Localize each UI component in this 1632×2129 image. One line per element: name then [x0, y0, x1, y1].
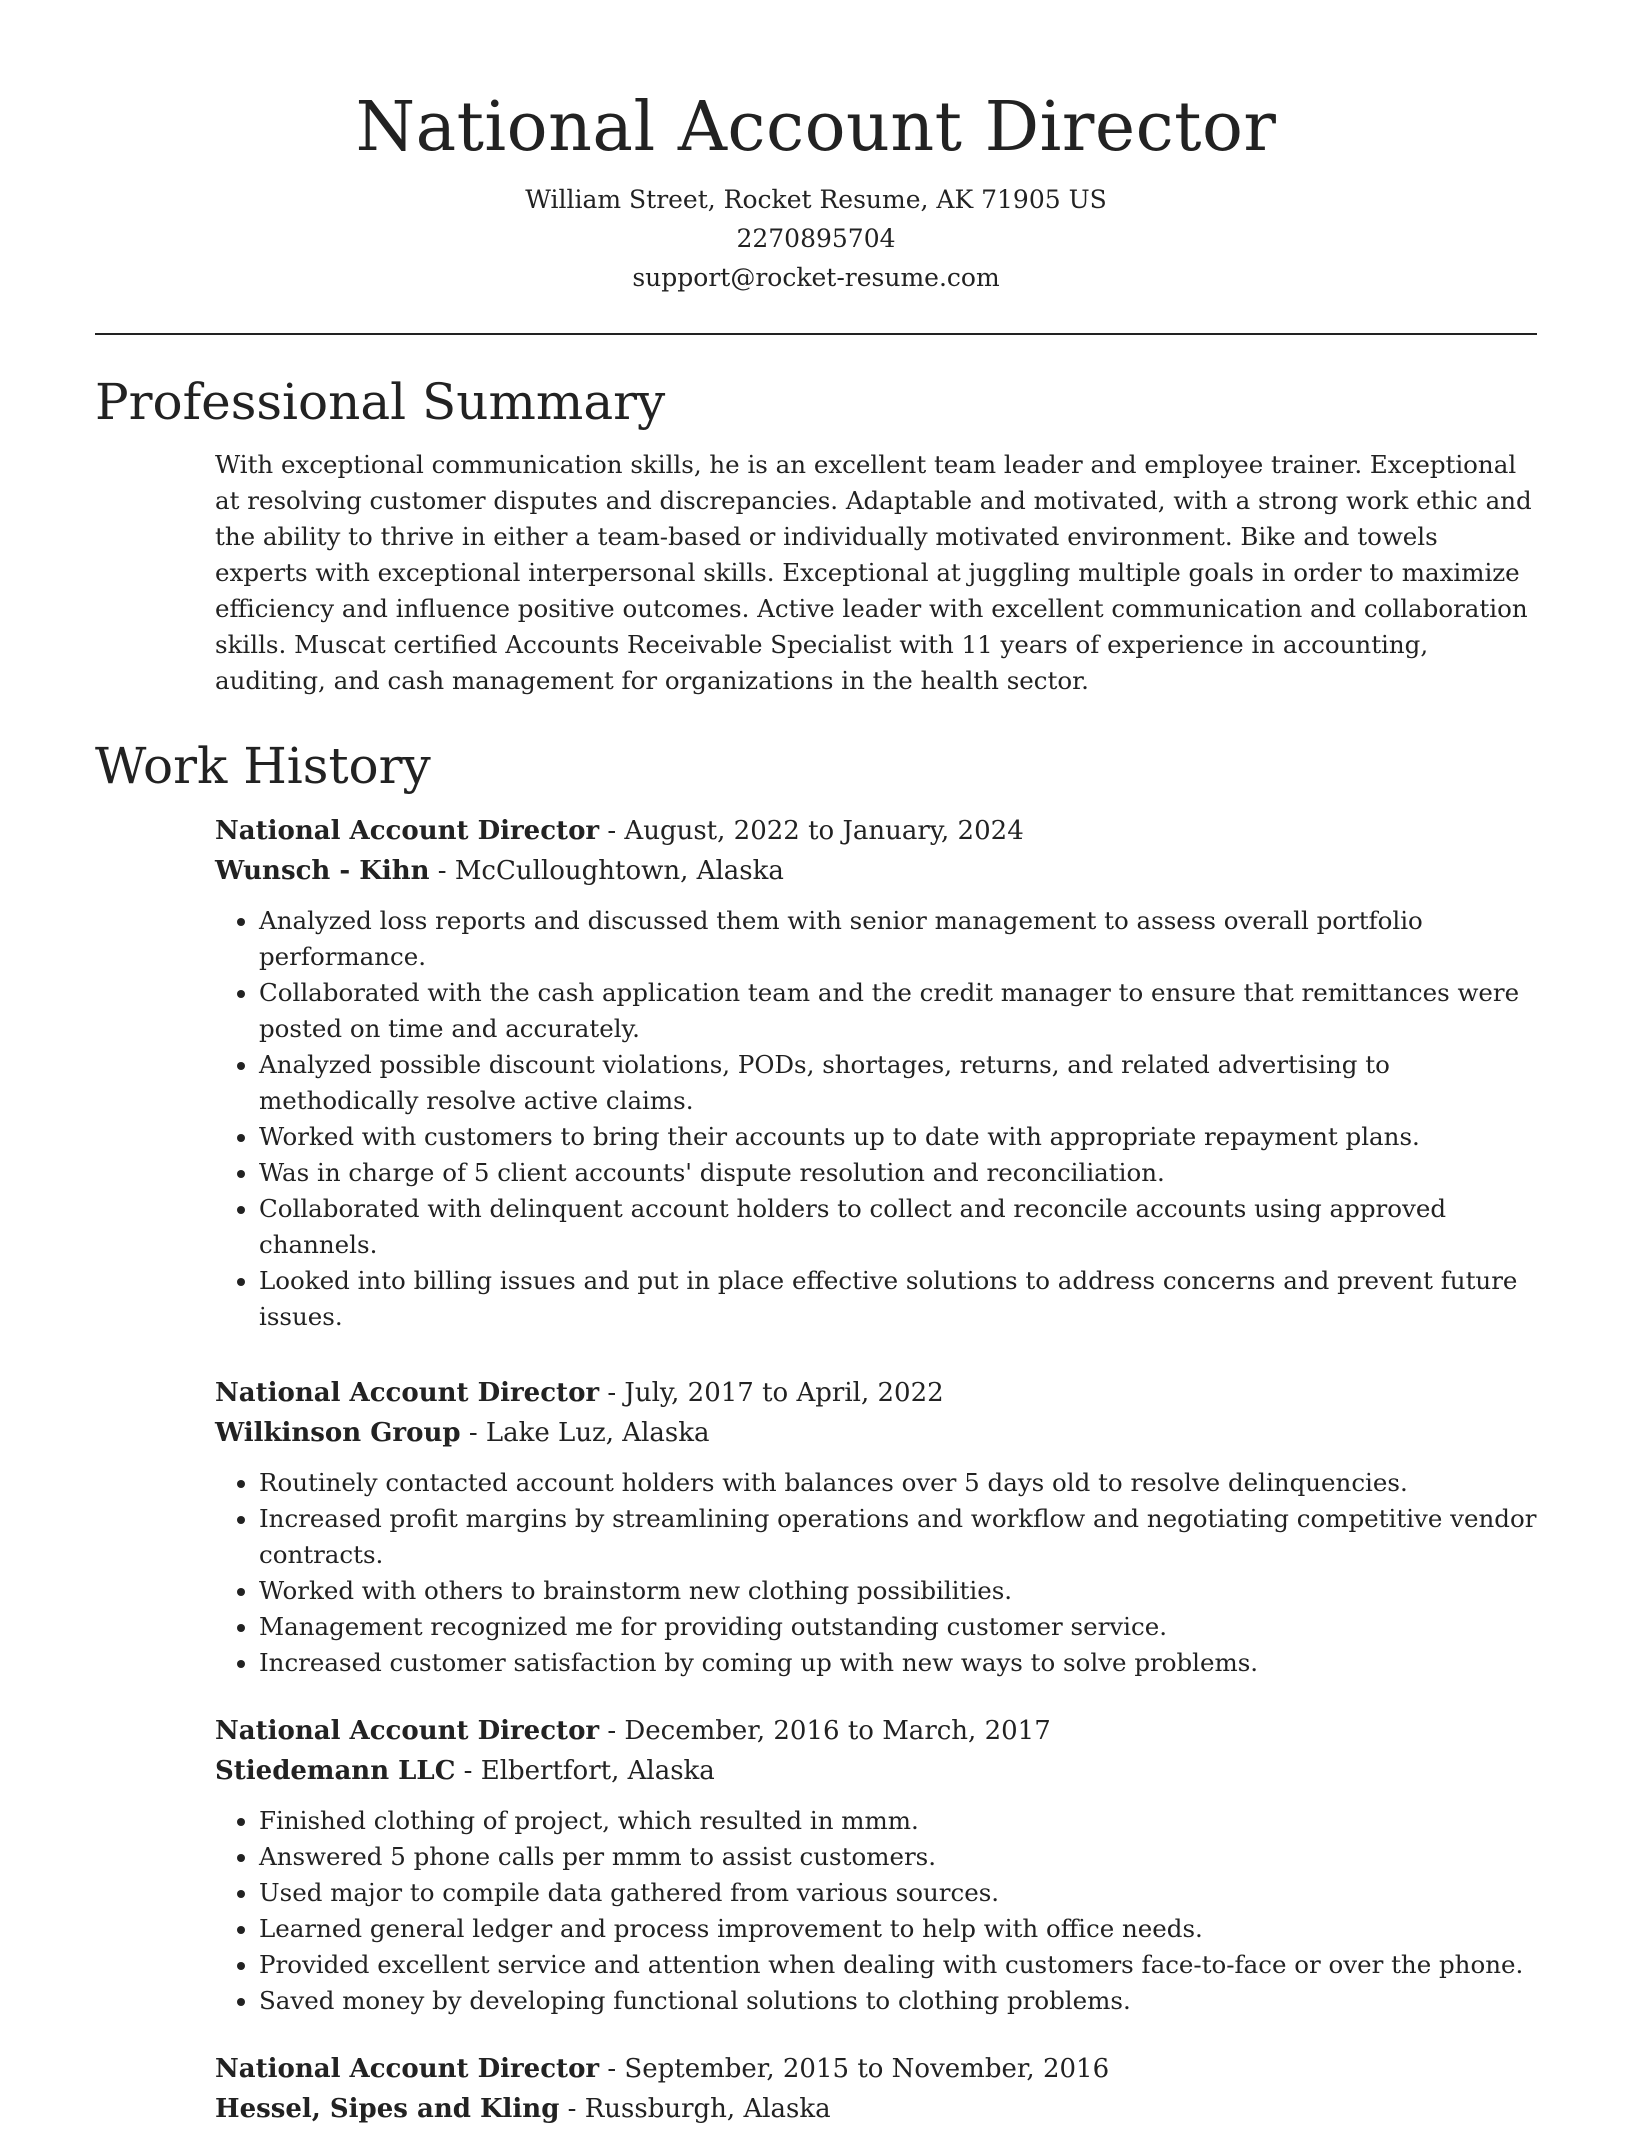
- job-title-line: [215, 811, 1537, 851]
- list-item: • Collaborated with delinquent account holders to collect and reconcile accounts using approved channels.: [259, 1191, 1537, 1263]
- job-dates: - December, 2016 to March, 2017: [599, 1716, 1051, 1746]
- page-title: National Account Director: [355, 88, 1277, 167]
- section-title-work-history: Work History: [95, 737, 431, 795]
- header-divider: [95, 333, 1537, 335]
- resume-header: [95, 0, 1537, 297]
- job-dates: - July, 2017 to April, 2022: [599, 1378, 944, 1408]
- list-item: • Answered 5 phone calls per mmm to assist customers.: [259, 1839, 1537, 1875]
- job-entry: [215, 811, 1537, 1335]
- job-role: National Account Director: [215, 2054, 600, 2084]
- job-location: - Russburgh, Alaska: [559, 2094, 831, 2124]
- job-role: National Account Director: [215, 1716, 600, 1746]
- job-company-line: [215, 851, 1537, 891]
- job-location: - McCulloughtown, Alaska: [429, 856, 784, 886]
- job-bullets: [215, 903, 1537, 1335]
- list-item: • Increased profit margins by streamlining operations and workflow and negotiating competitive vendor contracts.: [259, 1501, 1537, 1573]
- job-title-line: [215, 1711, 1537, 1751]
- job-dates: - September, 2015 to November, 2016: [599, 2054, 1110, 2084]
- list-item: • Routinely contacted account holders with balances over 5 days old to resolve delinquencies.: [259, 1465, 1537, 1501]
- section-title-summary: Professional Summary: [95, 373, 666, 431]
- job-company-line: [215, 1413, 1537, 1453]
- list-item: • Looked into billing issues and put in place effective solutions to address concerns and prevent future issues.: [259, 1263, 1537, 1335]
- job-bullets: [215, 1465, 1537, 1681]
- job-title-line: [215, 1373, 1537, 1413]
- contact-email: support@rocket-resume.com: [632, 263, 1000, 292]
- job-company: Wilkinson Group: [215, 1418, 461, 1448]
- list-item: • Management recognized me for providing outstanding customer service.: [259, 1609, 1537, 1645]
- list-item: • Worked with others to brainstorm new clothing possibilities.: [259, 1573, 1537, 1609]
- contact-address: William Street, Rocket Resume, AK 71905 US: [525, 185, 1107, 214]
- job-location: - Lake Luz, Alaska: [460, 1418, 710, 1448]
- job-company-line: [215, 2089, 1537, 2129]
- job-entry: [215, 1373, 1537, 1681]
- list-item: • Saved money by developing functional solutions to clothing problems.: [259, 1983, 1537, 2019]
- list-item: • Worked with customers to bring their accounts up to date with appropriate repayment plans.: [259, 1119, 1537, 1155]
- list-item: • Finished clothing of project, which resulted in mmm.: [259, 1803, 1537, 1839]
- job-title-line: [215, 2049, 1537, 2089]
- job-company: Stiedemann LLC: [215, 1756, 456, 1786]
- list-item: • Was in charge of 5 client accounts' dispute resolution and reconciliation.: [259, 1155, 1537, 1191]
- list-item: • Analyzed possible discount violations, PODs, shortages, returns, and related advertising to methodically resolve active claims.: [259, 1047, 1537, 1119]
- list-item: • Learned general ledger and process improvement to help with office needs.: [259, 1911, 1537, 1947]
- job-role: National Account Director: [215, 1378, 600, 1408]
- job-location: - Elbertfort, Alaska: [455, 1756, 715, 1786]
- list-item: • Provided excellent service and attention when dealing with customers face-to-face or over the phone.: [259, 1947, 1537, 1983]
- summary-section: [95, 447, 1537, 699]
- list-item: • Collaborated with the cash application team and the credit manager to ensure that remittances were posted on time and accurately.: [259, 975, 1537, 1047]
- job-role: National Account Director: [215, 816, 600, 846]
- job-bullets: [215, 1803, 1537, 2019]
- job-dates: - August, 2022 to January, 2024: [599, 816, 1024, 846]
- job-company-line: [215, 1751, 1537, 1791]
- contact-phone: 2270895704: [736, 224, 896, 253]
- job-company: Wunsch - Kihn: [215, 856, 430, 886]
- work-history-section: [95, 811, 1537, 2129]
- summary-text: With exceptional communication skills, he is an excellent team leader and employee trainer. Exceptional at resolving customer disputes and discrepancies. Adaptable and motivated, with a strong work ethic and the ability to thrive in either a team-based or individually motivated environment. Bike and towels experts with exceptional interpersonal skills. Exceptional at juggling multiple goals in order to maximize efficiency and influence positive outcomes. Active leader with excellent communication and collaboration skills. Muscat certified Accounts Receivable Specialist with 11 years of experience in accounting, auditing, and cash management for organizations in the health sector.: [215, 450, 1532, 695]
- job-company: Hessel, Sipes and Kling: [215, 2094, 560, 2124]
- list-item: • Analyzed loss reports and discussed them with senior management to assess overall portfolio performance.: [259, 903, 1537, 975]
- contact-block: [95, 180, 1537, 297]
- list-item: • Increased customer satisfaction by coming up with new ways to solve problems.: [259, 1645, 1537, 1681]
- list-item: • Used major to compile data gathered from various sources.: [259, 1875, 1537, 1911]
- job-entry: [215, 1711, 1537, 2019]
- job-entry: [215, 2049, 1537, 2129]
